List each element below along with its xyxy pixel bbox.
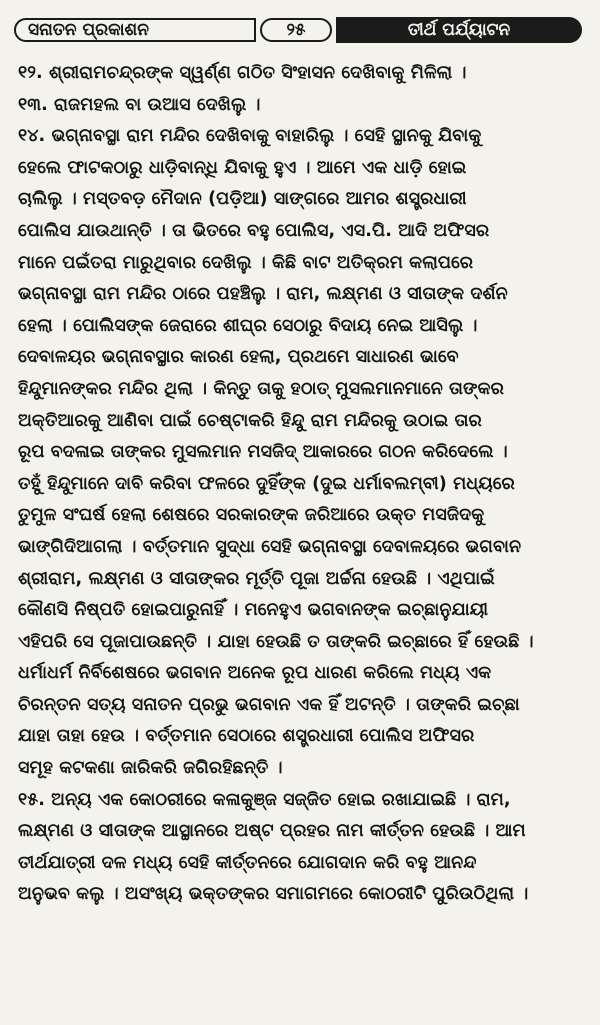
text-line: ଭଗ୍ନାବସ୍ଥା ରାମ ମନ୍ଦିର ଠାରେ ପହଞ୍ଚିଲୁ । ରାମ, ଲକ୍ଷ୍ମଣ ଓ ସୀତାଙ୍କ ଦର୍ଶନ bbox=[18, 284, 508, 305]
text-line: ତୁମୁଳ ସଂଘର୍ଷ ହେଲା ଶେଷରେ ସରକାରଙ୍କ ଜରିଆରେ ଉକ୍ତ ମସଜିଦକୁ bbox=[18, 505, 485, 526]
text-line: ହିନ୍ଦୁମାନଙ୍କର ମନ୍ଦିର ଥିଲା । କିନ୍ତୁ ତାକୁ ହଠାତ୍ ମୁସଲମାନମାନେ ତାଙ୍କର bbox=[18, 378, 505, 399]
text-line: ହେଲା । ପୋଲିସଙ୍କ ଜେରାରେ ଶୀଘ୍ର ସେଠାରୁ ବିଦାୟ ନେଇ ଆସିଲୁ । bbox=[18, 315, 478, 336]
text-line: ଦେବାଳୟର ଭଗ୍ନାବସ୍ଥାର କାରଣ ହେଲା, ପ୍ରଥମେ ସାଧାରଣ ଭାବେ bbox=[18, 347, 459, 368]
text-line: ପୋଲିସ ଯାଉଥାନ୍ତି । ତା ଭିତରେ ବହୁ ପୋଲିସ, ଏସ.ପି. ଆଦି ଅଫିସର bbox=[18, 220, 490, 241]
text-line: ୧୪. ଭଗ୍ନାବସ୍ଥା ରାମ ମନ୍ଦିର ଦେଖିବାକୁ ବାହାରିଲୁ । ସେହି ସ୍ଥାନକୁ ଯିବାକୁ bbox=[18, 126, 482, 147]
text-line: ୧୨. ଶ୍ରୀରାମଚନ୍ଦ୍ରଙ୍କ ସ୍ୱର୍ଣ୍ଣ ଗଠିତ ସିଂହାସନ ଦେଖିବାକୁ ମିଳିଲା । bbox=[18, 63, 467, 83]
text-line: ମାନେ ପଇଁତରା ମାରୁଥିବାର ଦେଖିଲୁ । କିଛି ବାଟ ଅତିକ୍ରମ କଲାପରେ bbox=[18, 252, 474, 273]
text-line: ଭାଙ୍ଗିଦିଆଗଲା । ବର୍ତ୍ତମାନ ସୁଦ୍ଧା ସେହି ଭଗ୍ନାବସ୍ଥା ଦେବାଳୟରେ ଭଗବାନ bbox=[18, 536, 522, 557]
text-line: ରୂପ ବଦଳାଇ ତାଙ୍କର ମୁସଲମାନ ମସଜିଦ୍ ଆକାରରେ ଗଠନ କରିଦେଲେ । bbox=[18, 442, 508, 463]
text-line: ୧୫. ଅନ୍ୟ ଏକ କୋଠରୀରେ କଳାକୁଞ୍ଜ ସଜ୍ଜିତ ହୋଇ ରଖାଯାଇଛି । ରାମ, bbox=[18, 789, 511, 810]
text-line: ଯାହା ତାହା ହେଉ । ବର୍ତ୍ତମାନ ସେଠାରେ ଶସ୍ତ୍ରଧାରୀ ପୋଲିସ ଅଫିସର bbox=[18, 726, 475, 747]
text-line: ଶ୍ରୀରାମ, ଲକ୍ଷ୍ମଣ ଓ ସୀତାଙ୍କର ମୂର୍ତ୍ତି ପୂଜା ଅର୍ଚ୍ଚନା ହେଉଛି । ଏଥିପାଇଁ bbox=[18, 568, 495, 589]
text-line: ଚାଲିଲୁ । ମସ୍ତବଡ଼ ମୈଦାନ (ପଡ଼ିଆ) ସାଙ୍ଗରେ ଆମର ଶସ୍ତ୍ରଧାରୀ bbox=[18, 189, 467, 210]
text-line: ତହୁଁ ହିନ୍ଦୁମାନେ ଦାବି କରିବା ଫଳରେ ଦୁହିଁଙ୍କ (ଦୁଇ ଧର୍ମାବଲମ୍ବୀ) ମଧ୍ୟରେ bbox=[18, 473, 515, 494]
text-line: କୌଣସି ନିଷ୍ପତି ହୋଇପାରୁନାହିଁ । ମନେହୁଏ ଭଗବାନଙ୍କ ଇଚ୍ଛାନୁଯାୟୀ bbox=[18, 600, 489, 621]
running-header bbox=[14, 17, 582, 43]
text-line: ଲକ୍ଷ୍ମଣ ଓ ସୀତାଙ୍କ ଆସ୍ଥାନରେ ଅଷ୍ଟ ପ୍ରହର ନାମ କୀର୍ତ୍ତନ ହେଉଛି । ଆମ bbox=[18, 821, 526, 842]
section-title: ତୀର୍ଥ ପର୍ଯ୍ୟାଟନ bbox=[336, 17, 582, 43]
text-line: ଧର୍ମାଧର୍ମ ନିର୍ବିଶେଷରେ ଭଗବାନ ଅନେକ ରୂପ ଧାରଣ କରିଲେ ମଧ୍ୟ ଏକ bbox=[18, 663, 492, 684]
text-line: ସମୂହ କଟକଣା ଜାରିକରି ଜଗିରହିଛନ୍ତି । bbox=[18, 758, 283, 779]
text-line: ତୀର୍ଥଯାତ୍ରୀ ଦଳ ମଧ୍ୟ ସେହି କୀର୍ତ୍ତନରେ ଯୋଗଦାନ କରି ବହୁ ଆନନ୍ଦ bbox=[18, 852, 477, 873]
page-number: ୨୫ bbox=[260, 18, 332, 42]
text-line: ଏହିପରି ସେ ପୂଜାପାଉଛନ୍ତି । ଯାହା ହେଉଛି ତ ତାଙ୍କରି ଇଚ୍ଛାରେ ହିଁ ହେଉଛି । bbox=[18, 631, 534, 652]
text-line: ଅକ୍ତିଆରକୁ ଆଣିବା ପାଇଁ ଚେଷ୍ଟାକରି ହିନ୍ଦୁ ରାମ ମନ୍ଦିରକୁ ଉଠାଇ ତାର bbox=[18, 410, 482, 431]
text-line: ଚିରନ୍ତନ ସତ୍ୟ ସନାତନ ପ୍ରଭୁ ଭଗବାନ ଏକ ହିଁ ଅଟନ୍ତି । ତାଙ୍କରି ଇଚ୍ଛା bbox=[18, 694, 520, 715]
text-line: ଅନୁଭବ କଲୁ । ଅସଂଖ୍ୟ ଭକ୍ତଙ୍କର ସମାଗମରେ କୋଠରୀଟି ପୁରିଉଠିଥିଲା । bbox=[18, 884, 529, 905]
body-text bbox=[18, 58, 584, 911]
text-line: ୧୩. ରାଜମହଲ ବା ଉଆସ ଦେଖିଲୁ । bbox=[18, 94, 261, 115]
text-line: ହେଲେ ଫାଟକଠାରୁ ଧାଡ଼ିବାନ୍ଧି ଯିବାକୁ ହୁଏ । ଆମେ ଏକ ଧାଡ଼ି ହୋଇ bbox=[18, 157, 467, 178]
publisher-label: ସନାତନ ପ୍ରକାଶନ bbox=[14, 18, 256, 42]
